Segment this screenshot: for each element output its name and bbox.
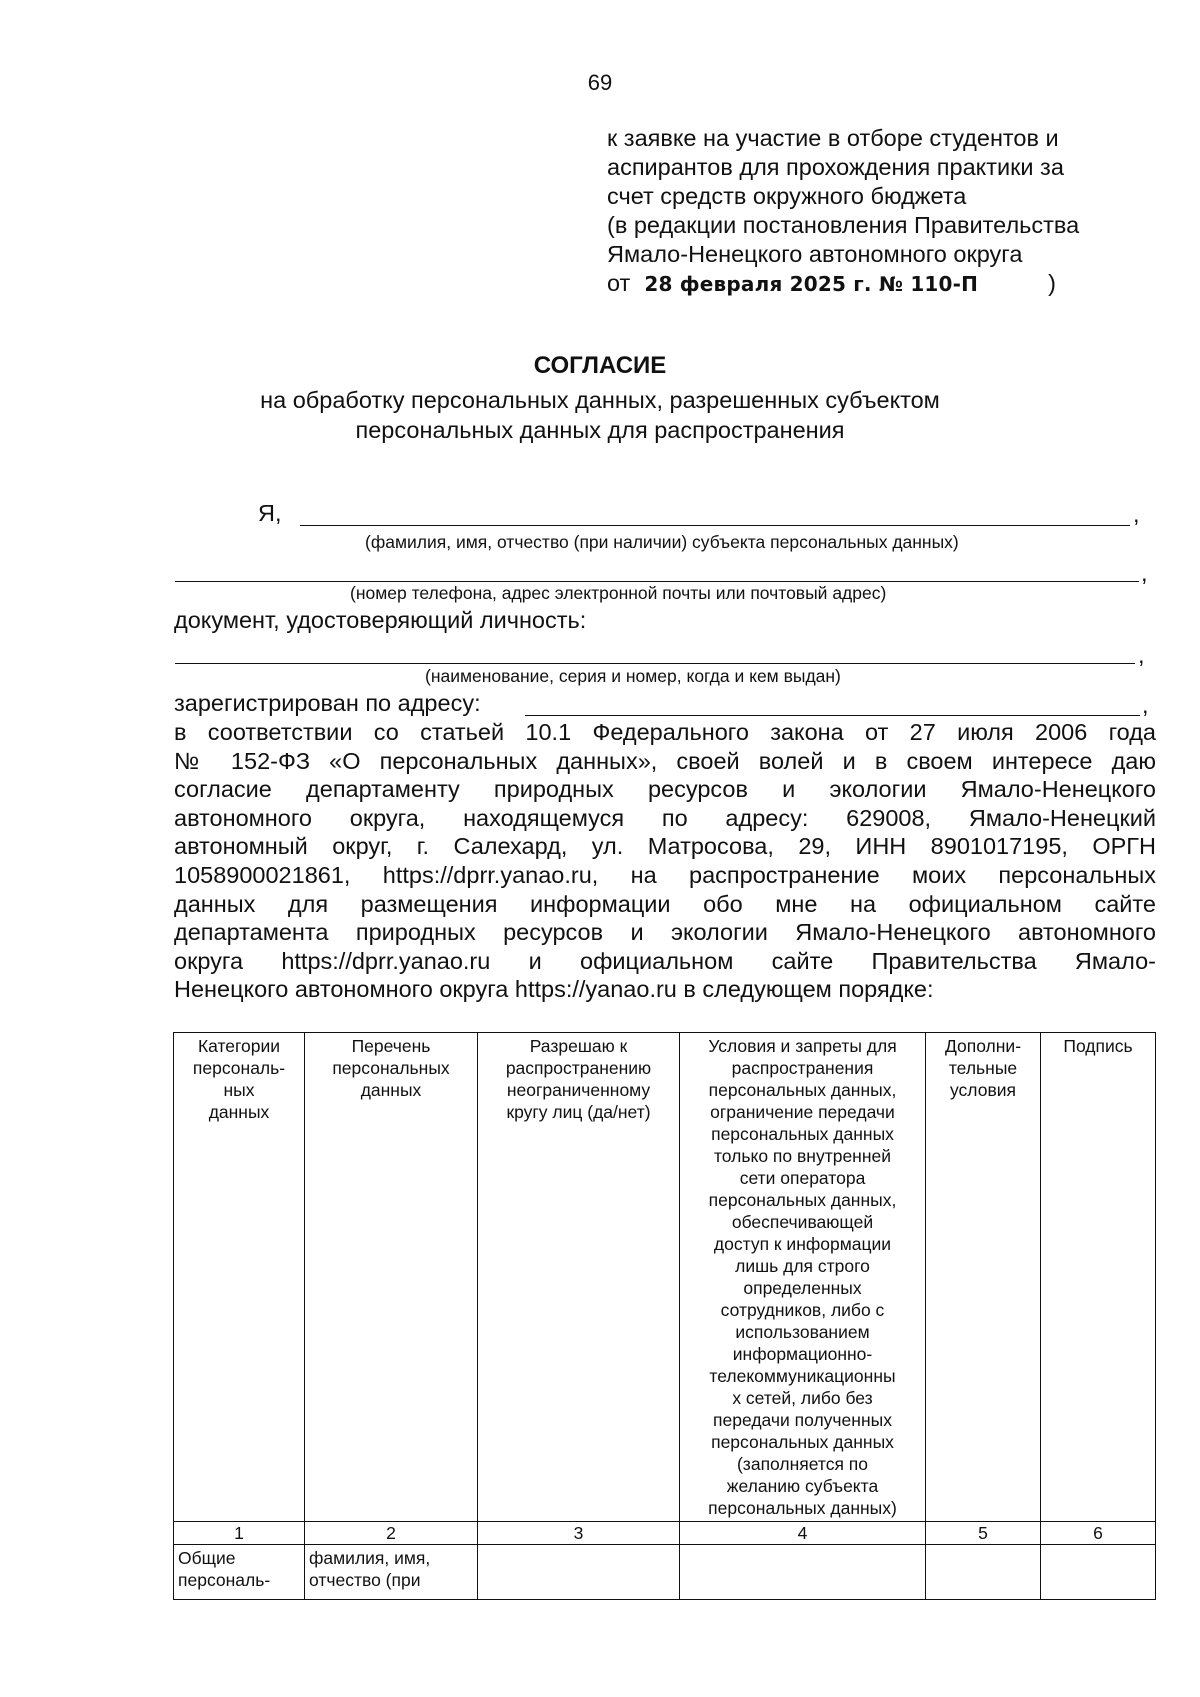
order-line	[607, 269, 1167, 299]
cell-conditions[interactable]	[680, 1545, 926, 1600]
consent-table	[173, 1032, 1156, 1600]
paragraph-line: департамента природных ресурсов и экологии Ямало-Ненецкого автономного	[174, 919, 1156, 946]
table-header-row	[174, 1033, 1156, 1522]
comma: ,	[1138, 642, 1145, 668]
order-date: 28 февраля 2025 г. № 110-П	[644, 272, 979, 296]
paragraph-line: автономный округ, г. Салехард, ул. Матросова, 29, ИНН 8901017195, ОРГН	[174, 833, 1156, 860]
registered-label: зарегистрирован по адресу:	[174, 690, 481, 716]
header-line: аспирантов для прохождения практики за	[607, 154, 1064, 180]
subtitle-line: персональных данных для распространения	[355, 417, 845, 443]
i-label: Я,	[258, 500, 282, 526]
table-number-row	[174, 1522, 1156, 1545]
address-field-line[interactable]	[525, 715, 1140, 716]
fio-field-line[interactable]	[300, 525, 1130, 526]
paragraph-line: 1058900021861, https://dprr.yanao.ru, на распространение моих персональных	[174, 861, 1156, 888]
paragraph-line: данных для размещения информации обо мне на официальном сайте	[174, 890, 1156, 917]
column-number: 3	[478, 1522, 680, 1545]
column-number: 1	[174, 1522, 305, 1545]
paragraph-line: согласие департаменту природных ресурсов и экологии Ямало-Ненецкого	[174, 776, 1156, 803]
approval-header	[607, 124, 1167, 299]
header-list: Перечень персональных данных	[305, 1033, 478, 1522]
document-field-line[interactable]	[175, 663, 1135, 664]
header-line: (в редакции постановления Правительства	[607, 212, 1080, 238]
page-number: 69	[587, 70, 613, 95]
cell-permit[interactable]	[478, 1545, 680, 1600]
subtitle-line: на обработку персональных данных, разрешенных субъектом	[260, 387, 940, 413]
header-line: Ямало-Ненецкого автономного округа	[607, 241, 1023, 267]
paragraph-line: Ненецкого автономного округа https://yanao.ru в следующем порядке:	[174, 976, 934, 1003]
order-close: )	[1048, 270, 1056, 296]
comma: ,	[1142, 692, 1149, 718]
header-line: счет средств окружного бюджета	[607, 183, 967, 209]
paragraph-line: № 152-ФЗ «О персональных данных», своей волей и в своем интересе даю	[174, 747, 1156, 774]
header-permit: Разрешаю к распространению неограниченному кругу лиц (да/нет)	[478, 1033, 680, 1522]
column-number: 5	[926, 1522, 1041, 1545]
paragraph-line: автономного округа, находящемуся по адресу: 629008, Ямало-Ненецкий	[174, 804, 1156, 831]
column-number: 2	[305, 1522, 478, 1545]
document-title: СОГЛАСИЕ	[533, 352, 667, 379]
table-row	[174, 1545, 1156, 1600]
header-categories: Категории персональ- ных данных	[174, 1033, 305, 1522]
cell-signature[interactable]	[1041, 1545, 1156, 1600]
header-line: к заявке на участие в отборе студентов и	[607, 125, 1059, 151]
header-signature: Подпись	[1041, 1033, 1156, 1522]
caption-contact: (номер телефона, адрес электронной почты или почтовый адрес)	[350, 583, 887, 603]
contact-field-line[interactable]	[175, 581, 1139, 582]
comma: ,	[1133, 501, 1140, 527]
cell-category: Общие персональ-	[174, 1545, 305, 1600]
header-additional: Дополни- тельные условия	[926, 1033, 1041, 1522]
order-prefix: от	[607, 270, 631, 296]
column-number: 6	[1041, 1522, 1156, 1545]
paragraph-line: округа https://dprr.yanao.ru и официальном сайте Правительства Ямало-	[174, 947, 1156, 974]
caption-fio: (фамилия, имя, отчество (при наличии) субъекта персональных данных)	[365, 532, 959, 552]
document-label: документ, удостоверяющий личность:	[174, 607, 587, 633]
consent-paragraph	[174, 718, 1156, 1004]
comma: ,	[1141, 560, 1148, 586]
caption-document: (наименование, серия и номер, когда и кем выдан)	[425, 666, 841, 686]
column-number: 4	[680, 1522, 926, 1545]
cell-additional[interactable]	[926, 1545, 1041, 1600]
document-subtitle	[0, 385, 1200, 445]
paragraph-line: в соответствии со статьей 10.1 Федерального закона от 27 июля 2006 года	[174, 719, 1156, 745]
header-conditions: Условия и запреты для распространения персональных данных, ограничение передачи персональных данных только по внутренней сети оператора персональных данных, обеспечивающей доступ к информации лишь для строго определенных сотрудников, либо с использованием информационно- телекоммуникационны х сетей, либо без передачи полученных персональных данных (заполняется по желанию субъекта персональных данных)	[680, 1033, 926, 1522]
cell-list: фамилия, имя, отчество (при	[305, 1545, 478, 1600]
